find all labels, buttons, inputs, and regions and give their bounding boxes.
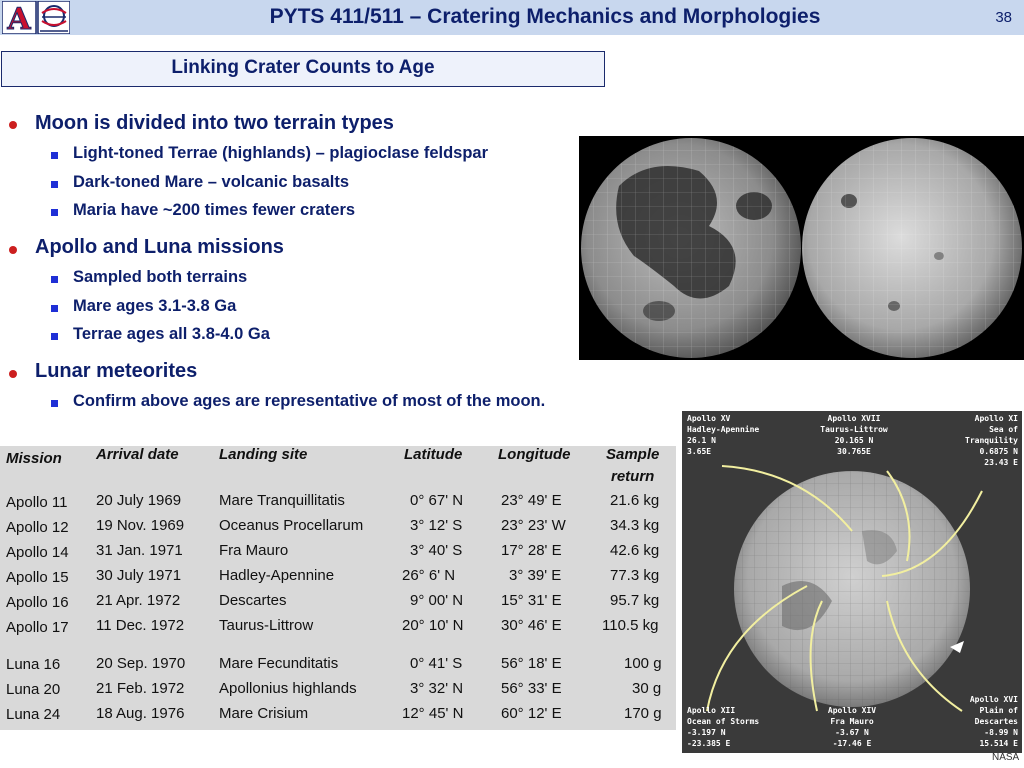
logo-letter: A bbox=[7, 2, 31, 34]
slide-title: PYTS 411/511 – Cratering Mechanics and Morphologies bbox=[269, 5, 821, 28]
table-cell: Fra Mauro bbox=[219, 542, 289, 559]
sub-bullet-item: Sampled both terrains bbox=[73, 268, 248, 286]
map-label-apollo-xii bbox=[687, 706, 759, 748]
table-cell: 20° 10' N bbox=[402, 617, 464, 634]
map-label-line: 30.765E bbox=[837, 447, 871, 456]
table-cell: 23° 49' E bbox=[501, 492, 562, 509]
table-cell: Hadley-Apennine bbox=[219, 567, 335, 584]
table-cell: Apollo 15 bbox=[6, 569, 69, 586]
table-cell: 12° 45' N bbox=[402, 705, 464, 722]
map-label-apollo-xv bbox=[687, 414, 759, 456]
university-logo bbox=[2, 1, 70, 34]
map-label-line: -3.67 N bbox=[835, 728, 869, 737]
table-cell: 100 g bbox=[624, 655, 662, 672]
table-cell: 34.3 kg bbox=[610, 517, 660, 534]
bullet-item: Moon is divided into two terrain types bbox=[35, 112, 394, 134]
sub-bullet-square bbox=[51, 209, 58, 216]
map-label-line: Apollo XVI bbox=[969, 695, 1018, 704]
table-cell: 19 Nov. 1969 bbox=[96, 517, 185, 534]
table-cell: 30 July 1971 bbox=[96, 567, 182, 584]
map-label-line: 3.65E bbox=[687, 447, 712, 456]
map-label-line: Apollo XIV bbox=[827, 706, 877, 715]
moon-hemispheres-image bbox=[579, 136, 1024, 360]
table-cell: 60° 12' E bbox=[501, 705, 562, 722]
section-heading-box bbox=[1, 51, 605, 87]
table-cell: 20 July 1969 bbox=[96, 492, 182, 509]
map-label-line: Tranquility bbox=[965, 436, 1018, 445]
table-cell: 31 Jan. 1971 bbox=[96, 542, 183, 559]
table-cell: Apollo 12 bbox=[6, 519, 69, 536]
apollo-landing-sites-map bbox=[682, 411, 1022, 753]
sub-bullet-item: Dark-toned Mare – volcanic basalts bbox=[73, 173, 350, 191]
table-cell: 21.6 kg bbox=[610, 492, 660, 509]
map-label-line: -17.46 E bbox=[832, 739, 872, 748]
table-cell: Taurus-Littrow bbox=[219, 617, 314, 634]
table-cell: 23° 23' W bbox=[501, 517, 566, 534]
table-cell: 17° 28' E bbox=[501, 542, 562, 559]
table-header: Landing site bbox=[219, 446, 308, 463]
sub-bullet-item: Terrae ages all 3.8-4.0 Ga bbox=[73, 325, 270, 343]
table-cell: Mare Tranquillitatis bbox=[219, 492, 345, 509]
map-label-line: 26.1 N bbox=[687, 436, 716, 445]
map-label-line: Apollo XVII bbox=[827, 414, 881, 423]
table-cell: 9° 00' N bbox=[410, 592, 464, 609]
sub-bullet-item: Light-toned Terrae (highlands) – plagioclase feldspar bbox=[73, 144, 489, 162]
table-header: Arrival date bbox=[96, 446, 179, 463]
sub-bullet-square bbox=[51, 400, 58, 407]
table-cell: Mare Fecunditatis bbox=[219, 655, 339, 672]
table-cell: 110.5 kg bbox=[602, 617, 659, 634]
map-label-line: Plain of bbox=[979, 706, 1018, 715]
table-cell: Luna 16 bbox=[6, 656, 61, 673]
table-cell: Descartes bbox=[219, 592, 287, 609]
map-label-line: 23.43 E bbox=[984, 458, 1018, 467]
map-label-apollo-xvii bbox=[820, 414, 888, 456]
map-label-line: Apollo XII bbox=[687, 706, 736, 715]
map-label-line: -23.385 E bbox=[687, 739, 731, 748]
map-label-line: Sea of bbox=[989, 425, 1018, 434]
map-label-line: Taurus-Littrow bbox=[820, 425, 888, 434]
table-cell: 30° 46' E bbox=[501, 617, 562, 634]
sub-bullet-square bbox=[51, 333, 58, 340]
table-cell: 3° 32' N bbox=[410, 680, 464, 697]
table-cell: 20 Sep. 1970 bbox=[96, 655, 186, 672]
table-cell: 77.3 kg bbox=[610, 567, 660, 584]
map-label-line: -8.99 N bbox=[984, 728, 1018, 737]
table-cell: Oceanus Procellarum bbox=[219, 517, 364, 534]
bullet-item: Apollo and Luna missions bbox=[35, 236, 284, 258]
sub-bullet-item: Maria have ~200 times fewer craters bbox=[73, 201, 356, 219]
table-cell: Luna 20 bbox=[6, 681, 61, 698]
bullet-dot bbox=[9, 121, 17, 129]
table-cell: 21 Feb. 1972 bbox=[96, 680, 185, 697]
map-label-line: 0.6875 N bbox=[979, 447, 1018, 456]
map-label-line: Apollo XI bbox=[974, 414, 1018, 423]
table-cell: 3° 39' E bbox=[509, 567, 562, 584]
sub-bullet-square bbox=[51, 152, 58, 159]
table-header: Longitude bbox=[498, 446, 571, 463]
table-cell: 0° 41' S bbox=[410, 655, 463, 672]
table-header: Sample bbox=[606, 446, 660, 463]
table-cell: 56° 33' E bbox=[501, 680, 562, 697]
map-label-apollo-xi bbox=[965, 414, 1018, 467]
sub-bullet-item: Mare ages 3.1-3.8 Ga bbox=[73, 297, 237, 315]
bullet-dot bbox=[9, 370, 17, 378]
table-cell: 21 Apr. 1972 bbox=[96, 592, 181, 609]
image-credit: NASA bbox=[992, 752, 1020, 763]
table-cell: 95.7 kg bbox=[610, 592, 660, 609]
table-header: Mission bbox=[6, 450, 62, 467]
table-cell: 42.6 kg bbox=[610, 542, 660, 559]
table-cell: 0° 67' N bbox=[410, 492, 464, 509]
table-header: return bbox=[611, 468, 655, 485]
mission-table bbox=[0, 446, 676, 730]
slide-number: 38 bbox=[995, 9, 1012, 26]
table-cell: 18 Aug. 1976 bbox=[96, 705, 185, 722]
table-cell: 11 Dec. 1972 bbox=[96, 617, 185, 634]
map-label-line: 15.514 E bbox=[979, 739, 1018, 748]
table-cell: Apollo 14 bbox=[6, 544, 69, 561]
map-label-line: Apollo XV bbox=[687, 414, 731, 423]
table-cell: Apollo 11 bbox=[6, 494, 68, 511]
sub-bullet-square bbox=[51, 181, 58, 188]
table-cell: 3° 40' S bbox=[410, 542, 463, 559]
map-label-line: Fra Mauro bbox=[830, 717, 874, 726]
map-label-line: 20.165 N bbox=[834, 436, 874, 445]
bullet-item: Lunar meteorites bbox=[35, 360, 198, 382]
table-cell: 30 g bbox=[632, 680, 662, 697]
map-label-line: Ocean of Storms bbox=[687, 717, 760, 726]
table-cell: 170 g bbox=[624, 705, 662, 722]
sub-bullet-item: Confirm above ages are representative of most of the moon. bbox=[73, 392, 546, 410]
map-label-line: -3.197 N bbox=[687, 728, 726, 737]
table-cell: Mare Crisium bbox=[219, 705, 309, 722]
table-cell: 26° 6' N bbox=[402, 567, 456, 584]
table-header: Latitude bbox=[404, 446, 463, 463]
table-cell: 15° 31' E bbox=[501, 592, 562, 609]
table-cell: 3° 12' S bbox=[410, 517, 463, 534]
table-cell: Apollo 16 bbox=[6, 594, 69, 611]
map-label-apollo-xiv bbox=[828, 706, 876, 748]
map-label-line: Hadley-Apennine bbox=[687, 425, 760, 434]
map-label-line: Descartes bbox=[974, 717, 1018, 726]
section-title: Linking Crater Counts to Age bbox=[171, 57, 435, 78]
map-label-apollo-xvi bbox=[970, 695, 1018, 748]
header-bar bbox=[0, 0, 1024, 35]
sub-bullet-square bbox=[51, 305, 58, 312]
bullet-dot bbox=[9, 246, 17, 254]
table-cell: Apollo 17 bbox=[6, 619, 69, 636]
table-cell: 56° 18' E bbox=[501, 655, 562, 672]
sub-bullet-square bbox=[51, 276, 58, 283]
table-cell: Luna 24 bbox=[6, 706, 61, 723]
table-cell: Apollonius highlands bbox=[219, 680, 357, 697]
